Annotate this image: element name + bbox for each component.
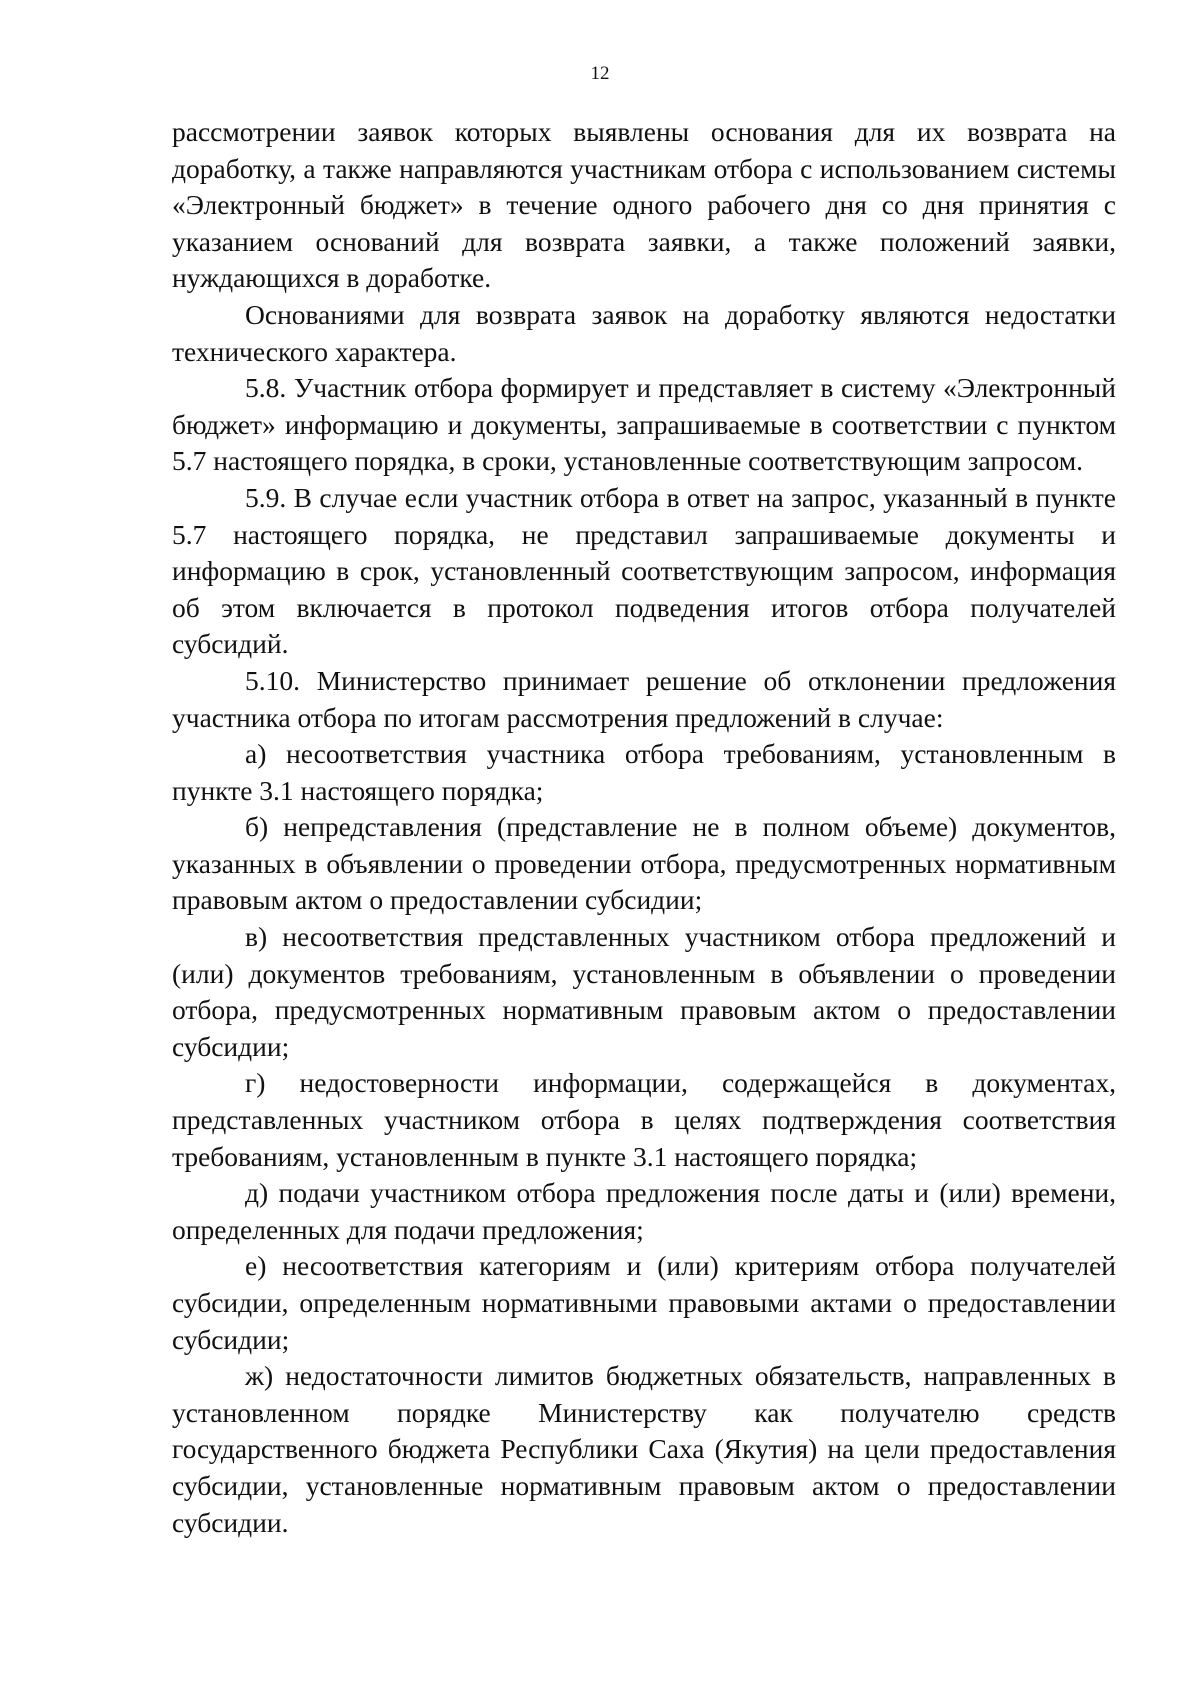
list-item-d: д) подачи участником отбора предложения после даты и (или) времени, определенных для подачи предложения; — [172, 1177, 1116, 1245]
list-item-a: а) несоответствия участника отбора требованиям, установленным в пункте 3.1 настоящего порядка; — [172, 738, 1116, 806]
paragraph-5-9: 5.9. В случае если участник отбора в ответ на запрос, указанный в пункте 5.7 настоящего порядка, не представил запрашиваемые документы и информацию в срок, установленный соответствующим запросом, информация об этом включается в протокол подведения итогов отбора получателей субсидий. — [172, 481, 1116, 660]
list-item-zh: ж) недостаточности лимитов бюджетных обязательств, направленных в установленном порядке Министерству как получателю средств государственного бюджета Республики Саха (Якутия) на цели предоставления субсидии, установленные нормативным правовым актом о предоставлении субсидии. — [172, 1360, 1116, 1538]
list-item-e: е) несоответствия категориям и (или) критериям отбора получателей субсидии, определенным нормативными правовыми актами о предоставлении субсидии; — [172, 1250, 1116, 1355]
paragraph-continuation: рассмотрении заявок которых выявлены основания для их возврата на доработку, а также направляются участникам отбора с использованием системы «Электронный бюджет» в течение одного рабочего дня со дня принятия с указанием оснований для возврата заявки, а также положений заявки, нуждающихся в доработке. — [172, 116, 1116, 294]
page-number: 12 — [590, 63, 610, 84]
list-item-b: б) непредставления (представление не в полном объеме) документов, указанных в объявлении о проведении отбора, предусмотренных нормативным правовым актом о предоставлении субсидии; — [172, 811, 1116, 916]
paragraph-return-grounds: Основаниями для возврата заявок на доработку являются недостатки технического характера. — [172, 298, 1116, 367]
paragraph-5-8: 5.8. Участник отбора формирует и представляет в систему «Электронный бюджет» информацию и документы, запрашиваемые в соответствии с пунктом 5.7 настоящего порядка, в сроки, установленные соответствующим запросом. — [172, 372, 1116, 477]
paragraph-5-10: 5.10. Министерство принимает решение об отклонении предложения участника отбора по итогам рассмотрения предложений в случае: — [172, 664, 1116, 733]
list-item-g: г) недостоверности информации, содержащейся в документах, представленных участником отбора в целях подтверждения соответствия требованиям, установленным в пункте 3.1 настоящего порядка; — [172, 1067, 1116, 1172]
document-body — [172, 114, 1116, 1541]
list-item-v: в) несоответствия представленных участником отбора предложений и (или) документов требованиям, установленным в объявлении о проведении отбора, предусмотренных нормативным правовым актом о предоставлении субсидии; — [172, 921, 1116, 1062]
